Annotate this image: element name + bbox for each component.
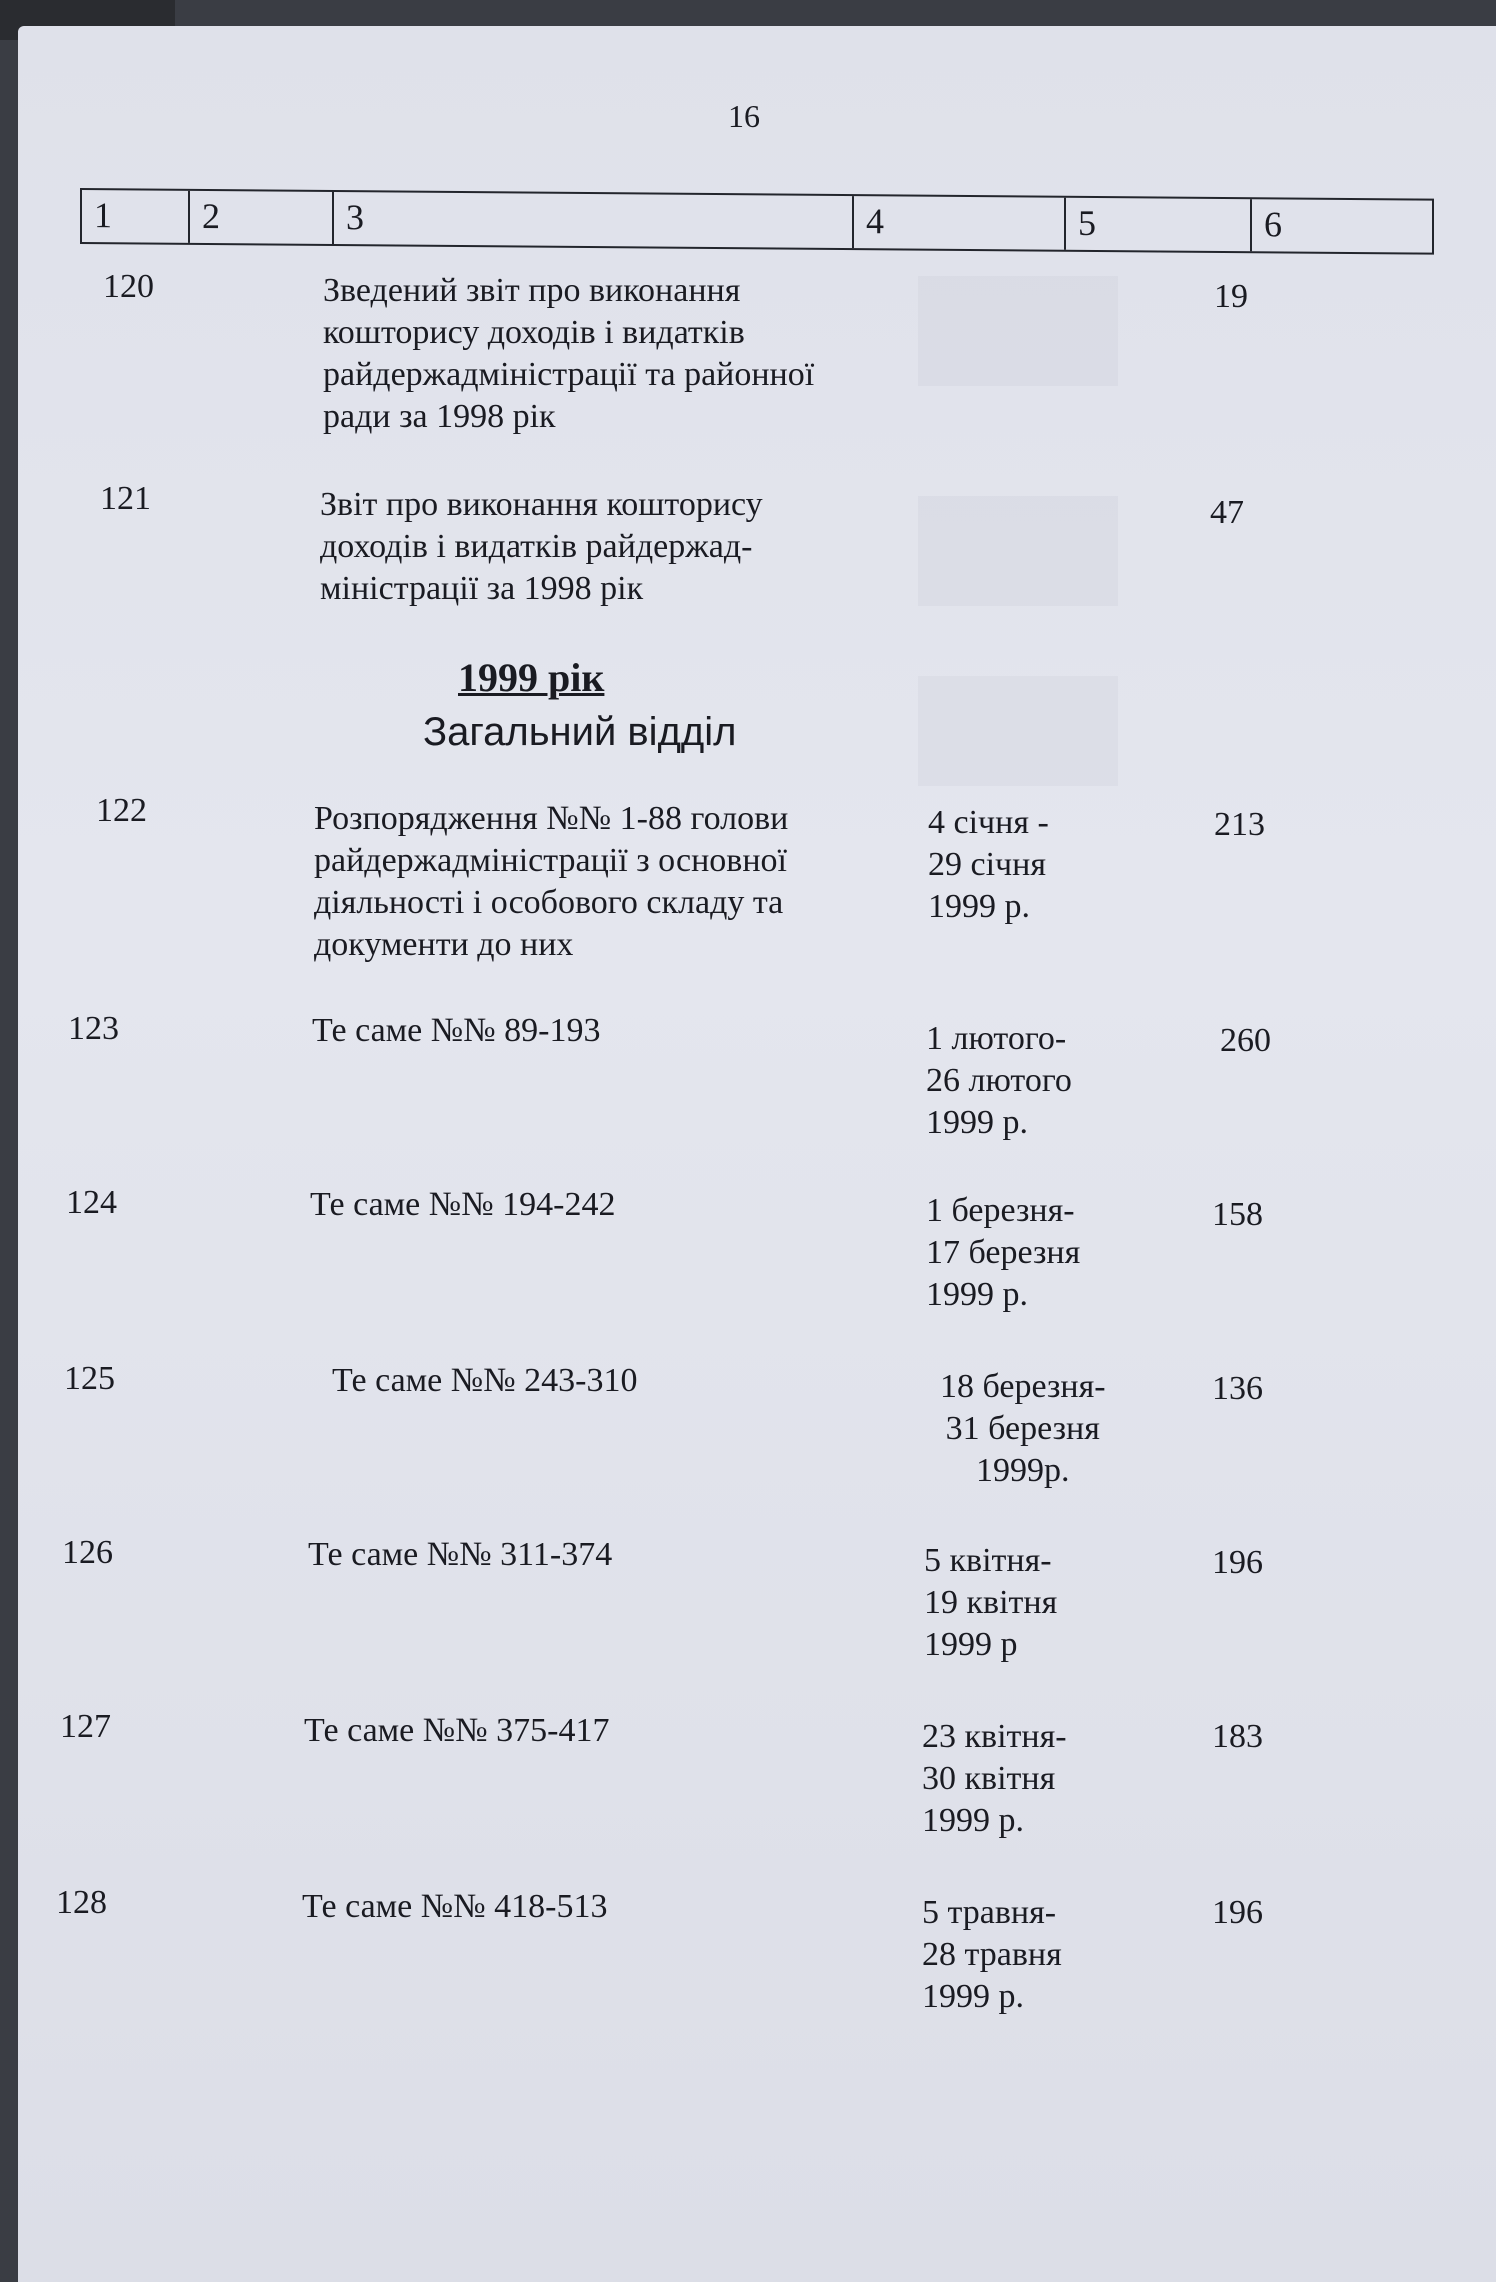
row-date-range: 23 квітня- 30 квітня 1999 р. bbox=[922, 1718, 1067, 1839]
header-col-5: 5 bbox=[1064, 198, 1250, 251]
row-number: 125 bbox=[64, 1360, 115, 1397]
row-sheet-count: 136 bbox=[1212, 1370, 1263, 1407]
header-col-1: 1 bbox=[94, 195, 112, 236]
row-date-range: 4 січня - 29 січня 1999 р. bbox=[928, 804, 1049, 925]
section-department: Загальний відділ bbox=[423, 710, 737, 754]
row-sheet-count: 158 bbox=[1212, 1196, 1263, 1233]
header-col-4: 4 bbox=[852, 196, 1064, 250]
row-number: 122 bbox=[96, 792, 147, 829]
document-page bbox=[18, 26, 1496, 2282]
row-title: Звіт про виконання кошторису доходів і видатків райдержад- міністрації за 1998 рік bbox=[320, 486, 763, 607]
row-title: Розпорядження №№ 1-88 голови райдержадміністрації з основної діяльності і особового складу та документи до них bbox=[314, 800, 789, 963]
row-title: Те саме №№ 89-193 bbox=[312, 1012, 601, 1049]
row-number: 120 bbox=[103, 268, 154, 305]
bleed-through-mark bbox=[918, 276, 1118, 386]
row-sheet-count: 196 bbox=[1212, 1894, 1263, 1931]
row-date-range: 18 березня- 31 березня 1999р. bbox=[940, 1368, 1106, 1489]
row-date-range: 1 березня- 17 березня 1999 р. bbox=[926, 1192, 1081, 1313]
row-title: Зведений звіт про виконання кошторису доходів і видатків райдержадміністрації та районної ради за 1998 рік bbox=[323, 272, 815, 435]
row-sheet-count: 19 bbox=[1214, 278, 1248, 315]
bleed-through-mark bbox=[918, 496, 1118, 606]
row-sheet-count: 196 bbox=[1212, 1544, 1263, 1581]
row-sheet-count: 183 bbox=[1212, 1718, 1263, 1755]
row-title: Те саме №№ 418-513 bbox=[302, 1888, 608, 1925]
page-number: 16 bbox=[728, 98, 760, 134]
row-sheet-count: 47 bbox=[1210, 494, 1244, 531]
row-number: 127 bbox=[60, 1708, 111, 1745]
header-col-2: 2 bbox=[188, 191, 332, 244]
row-number: 123 bbox=[68, 1010, 119, 1047]
row-title: Те саме №№ 194-242 bbox=[310, 1186, 616, 1223]
row-number: 121 bbox=[100, 480, 151, 517]
row-date-range: 5 травня- 28 травня 1999 р. bbox=[922, 1894, 1062, 2015]
row-date-range: 1 лютого- 26 лютого 1999 р. bbox=[926, 1020, 1072, 1141]
bleed-through-mark bbox=[918, 676, 1118, 786]
section-year: 1999 рік bbox=[458, 655, 605, 700]
header-col-6: 6 bbox=[1250, 199, 1436, 252]
row-number: 128 bbox=[56, 1884, 107, 1921]
row-number: 126 bbox=[62, 1534, 113, 1571]
row-date-range: 5 квітня- 19 квітня 1999 р bbox=[924, 1542, 1058, 1663]
row-title: Те саме №№ 243-310 bbox=[332, 1362, 638, 1399]
header-col-3: 3 bbox=[332, 192, 852, 248]
row-sheet-count: 213 bbox=[1214, 806, 1265, 843]
row-title: Те саме №№ 375-417 bbox=[304, 1712, 610, 1749]
row-title: Те саме №№ 311-374 bbox=[308, 1536, 613, 1573]
row-number: 124 bbox=[66, 1184, 117, 1221]
row-sheet-count: 260 bbox=[1220, 1022, 1271, 1059]
table-header bbox=[80, 188, 1434, 255]
